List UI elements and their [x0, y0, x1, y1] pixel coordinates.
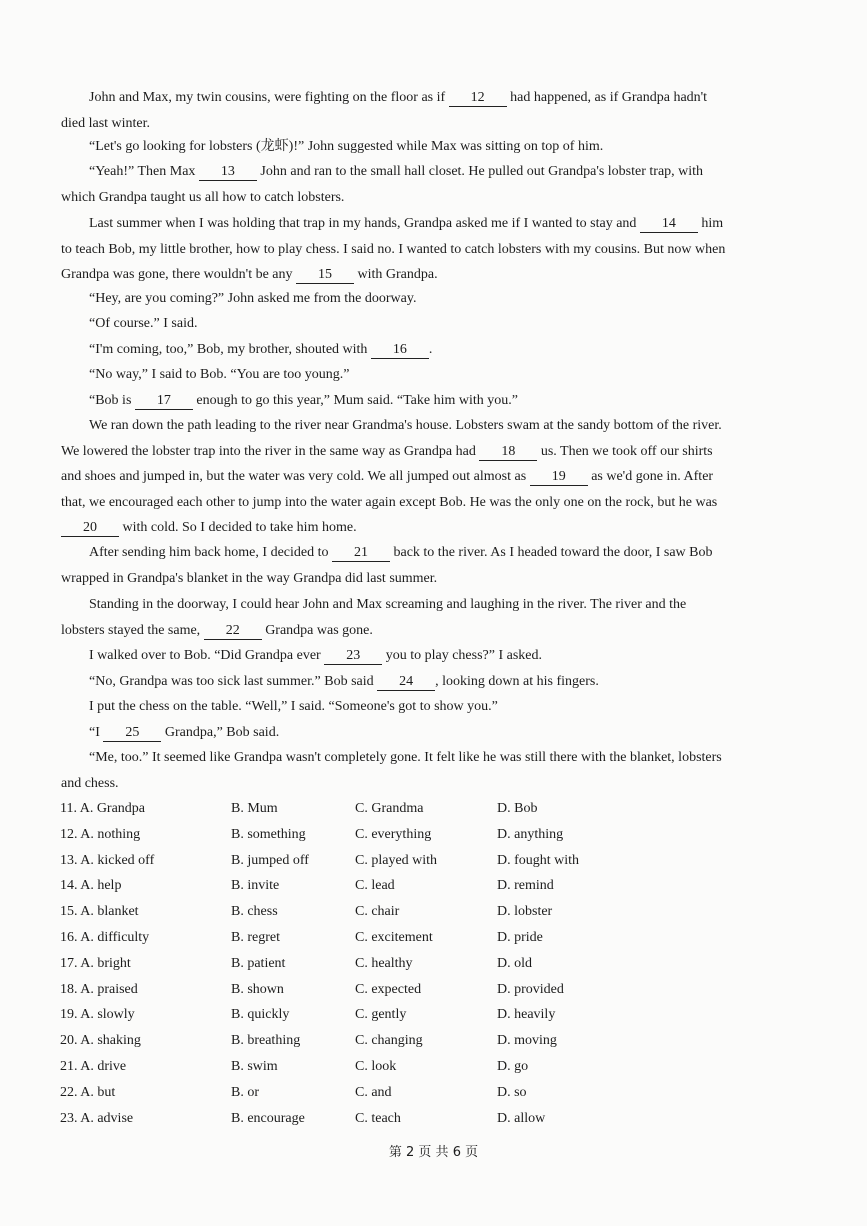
option-row [60, 978, 760, 1002]
option-choice: 20. A. shaking [60, 1033, 141, 1049]
answer-blank: 15 [296, 267, 354, 284]
option-choice: C. Grandma [355, 801, 424, 816]
passage-paragraph: “Yeah!” Then Max 13 John and ran to the small hall closet. He pulled out Grandpa's lobster trap, with which Grandpa taught us all how to catch lobsters. [61, 164, 704, 205]
answer-blank: 16 [371, 342, 429, 359]
option-choice: B. swim [231, 1059, 278, 1074]
option-choice: 14. A. help [60, 878, 122, 894]
option-choice: B. breathing [231, 1033, 301, 1049]
option-choice: C. gently [355, 1007, 407, 1023]
option-choice: D. remind [497, 878, 554, 894]
page-footer: 第 2 页 共 6 页 [388, 1145, 479, 1160]
answer-blank: 23 [324, 648, 382, 665]
option-choice: D. so [497, 1084, 527, 1100]
option-choice: D. Bob [497, 801, 538, 816]
option-choice: C. chair [355, 904, 400, 920]
option-choice: 11. A. Grandpa [60, 801, 146, 816]
option-choice: D. go [497, 1059, 529, 1074]
option-choice: D. fought with [497, 852, 580, 868]
option-choice: D. old [497, 955, 532, 971]
option-choice: C. excitement [355, 930, 433, 945]
answer-blank: 25 [103, 725, 161, 742]
passage-paragraph: “No way,” I said to Bob. “You are too young.” [89, 367, 350, 382]
option-choice: B. quickly [231, 1007, 290, 1023]
option-choice: B. regret [231, 930, 280, 945]
option-choice: D. moving [497, 1033, 557, 1049]
passage-paragraph: “I'm coming, too,” Bob, my brother, shouted with 16 . [89, 342, 433, 357]
option-choice: 18. A. praised [60, 981, 138, 997]
option-choice: B. shown [231, 981, 284, 997]
option-choice: D. pride [497, 930, 543, 945]
option-choice: B. patient [231, 955, 286, 971]
option-choice: B. something [231, 826, 306, 842]
answer-blank: 18 [479, 444, 537, 461]
option-row [60, 900, 760, 924]
passage-paragraph: We ran down the path leading to the river near Grandma's house. Lobsters swam at the sandy bottom of the river. We lowered the lobster trap into the river in the same way as Grandpa had 18 us. Then we took off our shirts and shoes and jumped in, but the water was very cold. We all jumped out almost as 19 as we'd gone in. After that, we encouraged each other to jump into the water again except Bob. He was the only one on the rock, but he was 20 with cold. So I decided to take him home. [61, 418, 722, 535]
option-choice: B. invite [231, 878, 280, 894]
answer-blank: 20 [61, 520, 119, 537]
option-choice: B. chess [231, 904, 278, 920]
option-choice: 23. A. advise [60, 1110, 134, 1126]
option-choice: C. changing [355, 1033, 423, 1049]
option-row [60, 849, 760, 873]
answer-blank: 12 [449, 90, 507, 107]
passage-paragraph: “No, Grandpa was too sick last summer.” Bob said 24 , looking down at his fingers. [89, 674, 599, 689]
option-choice: C. lead [355, 878, 395, 894]
passage-paragraph: Standing in the doorway, I could hear John and Max screaming and laughing in the river. The river and the lobsters stayed the same, 22 Grandpa was gone. [61, 597, 687, 638]
answer-blank: 17 [135, 393, 193, 410]
passage-paragraph: John and Max, my twin cousins, were fighting on the floor as if 12 had happened, as if Grandpa hadn't died last winter. [61, 90, 708, 131]
option-choice: D. lobster [497, 904, 553, 920]
passage-paragraph: I walked over to Bob. “Did Grandpa ever 23 you to play chess?” I asked. [89, 648, 542, 663]
answer-blank: 13 [199, 164, 257, 181]
passage-paragraph: After sending him back home, I decided to 21 back to the river. As I headed toward the door, I saw Bob wrapped in Grandpa's blanket in the way Grandpa did last summer. [61, 545, 713, 586]
option-row [60, 1081, 760, 1105]
option-choice: D. provided [497, 981, 564, 997]
option-choice: C. expected [355, 981, 422, 997]
answer-blank: 24 [377, 674, 435, 691]
option-choice: 22. A. but [60, 1084, 116, 1100]
option-choice: B. encourage [231, 1110, 305, 1126]
option-choice: B. jumped off [231, 852, 309, 868]
option-choice: C. and [355, 1084, 392, 1100]
option-row [60, 952, 760, 976]
option-choice: 15. A. blanket [60, 904, 139, 920]
option-row [60, 874, 760, 898]
option-row [60, 926, 760, 950]
option-choice: C. teach [355, 1110, 401, 1126]
passage-paragraph: “I 25 Grandpa,” Bob said. [89, 725, 280, 740]
option-choice: B. or [231, 1084, 259, 1100]
passage-paragraph: “Bob is 17 enough to go this year,” Mum said. “Take him with you.” [89, 393, 518, 408]
option-row [60, 797, 760, 821]
option-choice: D. heavily [497, 1007, 556, 1023]
option-row [60, 1003, 760, 1027]
option-row [60, 823, 760, 847]
passage-paragraph: Last summer when I was holding that trap in my hands, Grandpa asked me if I wanted to stay and 14 him to teach Bob, my little brother, how to play chess. I said no. I wanted to catch lobsters with my cousins. But now when Grandpa was gone, there wouldn't be any 15 with Grandpa. [61, 216, 726, 282]
option-choice: C. healthy [355, 955, 413, 971]
option-choice: 16. A. difficulty [60, 930, 150, 945]
option-choice: 12. A. nothing [60, 826, 141, 842]
option-choice: 17. A. bright [60, 955, 131, 971]
answer-blank: 14 [640, 216, 698, 233]
option-choice: 21. A. drive [60, 1059, 127, 1074]
answer-blank: 22 [204, 623, 262, 640]
option-row [60, 1055, 760, 1079]
answer-blank: 21 [332, 545, 390, 562]
answer-blank: 19 [530, 469, 588, 486]
option-choice: C. played with [355, 852, 438, 868]
option-choice: 19. A. slowly [60, 1007, 135, 1023]
passage-paragraph: I put the chess on the table. “Well,” I said. “Someone's got to show you.” [89, 699, 498, 714]
option-choice: D. allow [497, 1110, 546, 1126]
option-choice: C. everything [355, 826, 432, 842]
passage-paragraph: “Let's go looking for lobsters (龙虾)!” John suggested while Max was sitting on top of him. [89, 139, 604, 154]
option-row [60, 1107, 760, 1131]
option-choice: D. anything [497, 826, 564, 842]
option-choice: 13. A. kicked off [60, 852, 155, 868]
option-choice: B. Mum [231, 801, 278, 816]
passage-paragraph: “Hey, are you coming?” John asked me from the doorway. [89, 291, 417, 306]
passage-paragraph: “Me, too.” It seemed like Grandpa wasn't completely gone. It felt like he was still there with the blanket, lobsters and chess. [61, 750, 722, 791]
option-row [60, 1029, 760, 1053]
option-choice: C. look [355, 1059, 397, 1074]
passage-paragraph: “Of course.” I said. [89, 316, 198, 331]
